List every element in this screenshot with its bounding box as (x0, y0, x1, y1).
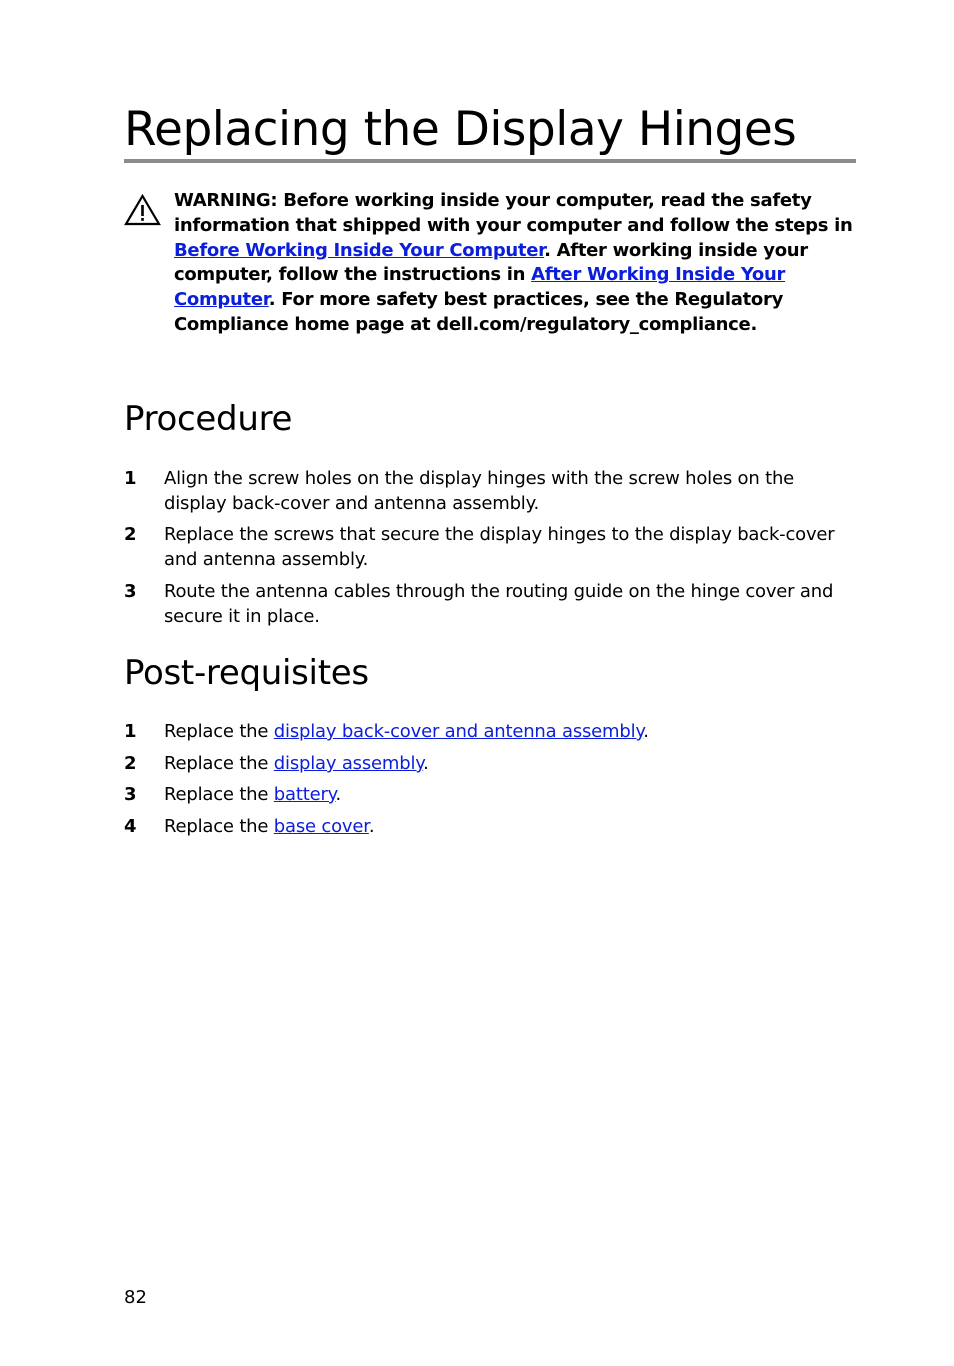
postreq-step-prefix: Replace the (164, 721, 274, 742)
postreq-step-number: 2 (124, 753, 137, 774)
postreq-step-prefix: Replace the (164, 784, 274, 805)
before-working-link[interactable]: Before Working Inside Your Computer (174, 239, 545, 261)
postreq-step-suffix: . (423, 753, 429, 774)
page-title: Replacing the Display Hinges (124, 102, 797, 157)
procedure-step-number: 2 (124, 524, 137, 545)
postreq-step-prefix: Replace the (164, 816, 274, 837)
title-underline (124, 159, 856, 163)
base-cover-link[interactable]: base cover (273, 816, 369, 837)
display-back-cover-link[interactable]: display back-cover and antenna assembly (273, 721, 644, 742)
display-assembly-link[interactable]: display assembly (273, 753, 424, 774)
postreq-step-number: 3 (124, 784, 137, 805)
page-number: 82 (124, 1287, 147, 1308)
warning-text-part3: . For more safety best practices, see the Regulatory Compliance home page at dell.com/regulatory_compliance. (174, 289, 784, 335)
postreq-step-number: 1 (124, 721, 137, 742)
warning-text-part2: . After working inside your computer, follow the instructions in (174, 239, 808, 286)
postrequisites-heading: Post-requisites (124, 653, 369, 693)
postreq-step-number: 4 (124, 816, 137, 837)
battery-link[interactable]: battery (273, 784, 336, 805)
procedure-step-text: Align the screw holes on the display hinges with the screw holes on the display back-cover and antenna assembly. (164, 468, 795, 514)
procedure-step-text: Replace the screws that secure the display hinges to the display back-cover and antenna assembly. (164, 524, 835, 570)
procedure-heading: Procedure (124, 399, 293, 439)
postreq-step-suffix: . (335, 784, 342, 805)
warning-note (174, 189, 854, 338)
procedure-step-number: 1 (124, 468, 137, 489)
postreq-step-suffix: . (643, 721, 649, 742)
postreq-step-prefix: Replace the (164, 753, 274, 774)
postreq-step-text (164, 720, 854, 745)
postreq-step-suffix: . (368, 816, 375, 837)
warning-text-part1: WARNING: Before working inside your computer, read the safety information that shipped with your computer and follow the steps in (174, 190, 853, 236)
procedure-step-text: Route the antenna cables through the routing guide on the hinge cover and secure it in place. (164, 581, 834, 627)
after-working-link[interactable]: After Working Inside Your Computer (174, 264, 786, 311)
postreq-step-text (164, 783, 854, 808)
postreq-step-text (164, 815, 854, 840)
postreq-step-text (164, 752, 854, 777)
procedure-step-number: 3 (124, 581, 137, 602)
warning-triangle-icon (124, 194, 161, 226)
